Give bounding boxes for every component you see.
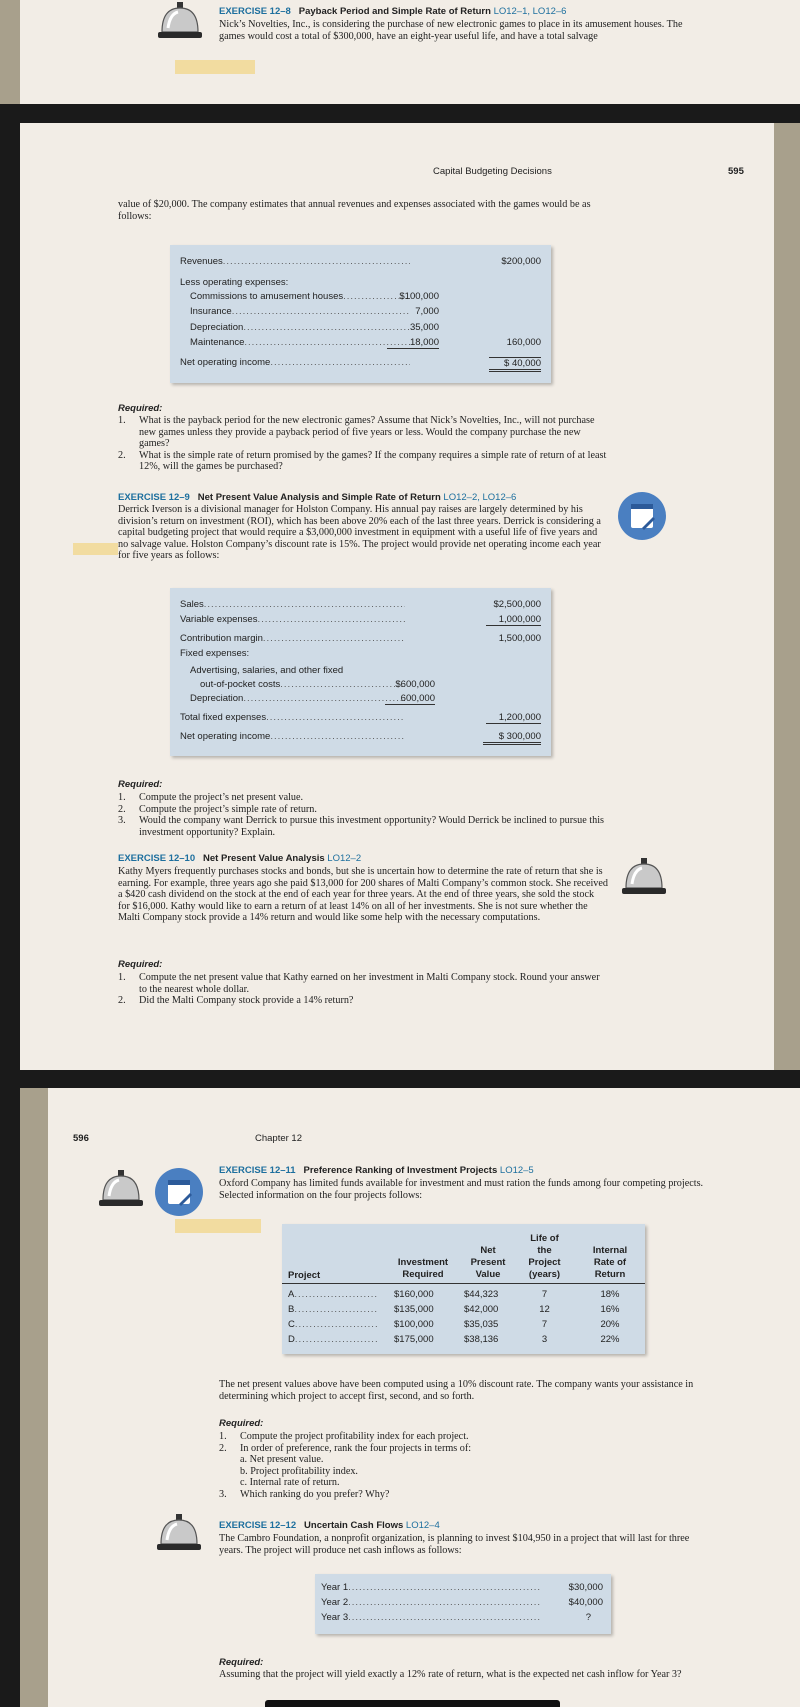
running-head: Capital Budgeting Decisions — [433, 166, 552, 177]
ex11-required-list — [219, 1431, 709, 1501]
item-text: In order of preference, rank the four projects in terms of: — [240, 1442, 472, 1454]
row-label: Net operating income ..... — [180, 731, 405, 742]
list-item: 3. Which ranking do you prefer? Why? — [219, 1488, 390, 1500]
cell-project: A ..... — [288, 1289, 378, 1300]
table-row — [315, 1597, 611, 1610]
row-value: $2,500,000 — [493, 599, 541, 610]
cell-investment: $135,000 — [394, 1304, 434, 1315]
item-text: What is the payback period for the new electronic games? Assume that Nick’s Novelties, Inc., will not purchase new games unless they provide a payback period of five years or less. Would the company purchase the new games? — [139, 415, 595, 450]
list-subitem: c. Internal rate of return. — [240, 1477, 340, 1489]
cell-life: 12 — [539, 1304, 550, 1315]
row-value: $ 300,000 — [483, 731, 541, 745]
item-text: Compute the project’s simple rate of return. — [139, 803, 317, 815]
ex9-lo: LO12–2, LO12–6 — [443, 492, 517, 503]
ex9-income-table — [170, 588, 551, 756]
row-label: Sales ..... — [180, 599, 405, 610]
column-header: Net Present Value — [470, 1245, 506, 1280]
cell-investment: $160,000 — [394, 1289, 434, 1300]
table-row — [170, 648, 551, 661]
notepad-icon — [155, 1168, 203, 1216]
row-value: 18,000 — [387, 337, 439, 349]
item-number: 2. — [118, 803, 126, 815]
table-row — [315, 1612, 611, 1625]
cell-investment: $175,000 — [394, 1334, 434, 1345]
row-value: 1,200,000 — [486, 712, 541, 724]
item-text: Did the Malti Company stock provide a 14% return? — [139, 995, 354, 1007]
page-number: 595 — [728, 166, 744, 177]
table-row — [315, 1582, 611, 1595]
table-row — [170, 256, 551, 269]
cell-irr: 16% — [600, 1304, 620, 1315]
row-value: $600,000 — [395, 679, 435, 690]
ex10-heading: Net Present Value Analysis — [203, 853, 325, 864]
item-number: 3. — [118, 815, 126, 827]
cell-irr: 18% — [600, 1289, 620, 1300]
cell-npv: $42,000 — [464, 1304, 499, 1315]
table-row — [170, 306, 551, 319]
item-text: Compute the net present value that Kathy earned on her investment in Malti Company stock. Round your answer to the nearest whole dollar. — [139, 972, 600, 995]
table-row — [170, 679, 551, 692]
ex11-intro: Oxford Company has limited funds available for investment and must ration the funds among four competing projects. Selected information on the four projects follows: — [219, 1178, 704, 1201]
ex9-intro: Derrick Iverson is a divisional manager for Holston Company. His annual pay raises are largely determined by his division’s return on investment (ROI), which has been above 20% each of the last three years. Derrick is considering a capital budgeting project that would require a $3,000,000 investment in equipment with a useful life of five years and no salvage value. Holston Company’s discount rate is 15%. The project would provide net operating income each year for five years as follows: — [118, 504, 601, 562]
ex10-number: EXERCISE 12–10 — [118, 853, 196, 864]
row-label: Year 2 ..... — [321, 1597, 541, 1608]
ex12-heading: Uncertain Cash Flows — [304, 1520, 404, 1531]
row-label: Fixed expenses: — [180, 648, 250, 659]
ex9-required-list — [118, 792, 608, 838]
row-label: Depreciation ..... — [190, 693, 405, 704]
row-label: Net operating income ..... — [180, 357, 410, 368]
highlight-mark — [175, 60, 255, 74]
row-label: Revenues ..... — [180, 256, 410, 267]
cell-life: 7 — [541, 1289, 548, 1300]
ex8-intro-continued: value of $20,000. The company estimates that annual revenues and expenses associated with the games would be as follows: — [118, 199, 591, 222]
list-item — [118, 792, 608, 804]
row-label: Year 3 ..... — [321, 1612, 541, 1623]
ex12-title — [219, 1520, 440, 1531]
table-row — [170, 322, 551, 335]
cell-npv: $38,136 — [464, 1334, 499, 1345]
bottom-overlay-bar — [265, 1700, 560, 1707]
table-row — [282, 1304, 645, 1317]
bell-icon — [156, 2, 204, 44]
row-label: Maintenance ..... — [190, 337, 410, 348]
item-number: 1. — [118, 415, 126, 426]
row-value: $200,000 — [501, 256, 541, 267]
row-label: out-of-pocket costs ..... — [200, 679, 405, 690]
ex11-lo: LO12–5 — [499, 1165, 534, 1176]
cell-irr: 20% — [600, 1319, 620, 1330]
cell-project: B ..... — [288, 1304, 378, 1315]
ex12-number: EXERCISE 12–12 — [219, 1520, 297, 1531]
ex8-title — [219, 6, 566, 17]
table-row — [170, 731, 551, 744]
row-label: Total fixed expenses ..... — [180, 712, 405, 723]
list-item — [118, 815, 608, 838]
highlight-mark — [73, 543, 118, 555]
ex10-required-heading: Required: — [118, 959, 163, 970]
table-row — [170, 337, 551, 350]
cell-investment: $100,000 — [394, 1319, 434, 1330]
list-item — [118, 415, 608, 450]
cell-irr: 22% — [600, 1334, 620, 1345]
row-value: $100,000 — [399, 291, 439, 302]
ex11-after: The net present values above have been computed using a 10% discount rate. The company wants your assistance in determining which project to accept first, second, and so forth. — [219, 1379, 694, 1402]
ex12-required-text: Assuming that the project will yield exactly a 12% rate of return, what is the expected net cash inflow for Year 3? — [219, 1669, 682, 1680]
cell-project: D ..... — [288, 1334, 378, 1345]
row-total: 160,000 — [506, 337, 541, 348]
row-label: Contribution margin ..... — [180, 633, 405, 644]
row-value: 1,500,000 — [498, 633, 541, 644]
bell-icon — [97, 1170, 145, 1212]
item-number: 1. — [118, 972, 126, 983]
ex11-required-heading: Required: — [219, 1418, 264, 1429]
cell-life: 7 — [541, 1319, 548, 1330]
row-value: $ 40,000 — [489, 357, 541, 372]
ex11-number: EXERCISE 12–11 — [219, 1165, 296, 1176]
row-label: Year 1 ..... — [321, 1582, 541, 1593]
table-row — [282, 1334, 645, 1347]
list-item: 1. Compute the project profitability index for each project. — [219, 1431, 469, 1442]
list-item — [118, 972, 608, 995]
row-label: Less operating expenses: — [180, 277, 289, 288]
table-row — [170, 614, 551, 627]
item-number: 2. — [118, 995, 126, 1007]
ex8-number: EXERCISE 12–8 — [219, 6, 291, 17]
row-value: 7,000 — [415, 306, 439, 317]
notepad-icon — [618, 492, 666, 540]
ex12-intro: The Cambro Foundation, a nonprofit organization, is planning to invest $104,950 in a project that will last for three years. The project will produce net cash inflows as follows: — [219, 1533, 690, 1556]
item-number: 1. — [118, 792, 126, 803]
row-label: Advertising, salaries, and other fixed — [190, 665, 344, 676]
table-row — [282, 1289, 645, 1302]
list-item — [118, 995, 608, 1007]
list-item — [118, 804, 608, 816]
row-value: 600,000 — [385, 693, 435, 705]
cell-npv: $44,323 — [464, 1289, 499, 1300]
cell-npv: $35,035 — [464, 1319, 499, 1330]
item-text: Compute the project profitability index for each project. — [240, 1431, 469, 1442]
ex11-title — [219, 1165, 534, 1176]
running-head: Chapter 12 — [255, 1133, 303, 1144]
ex10-intro: Kathy Myers frequently purchases stocks and bonds, but she is uncertain how to determine the rate of return that she is earning. For example, three years ago she paid $13,000 for 200 shares of Malti Company’s common stock. She received a $420 cash dividend on the stock at the end of each year for three years. At the end of three years, she sold the stock for $16,000. Kathy would like to earn a return of at least 14% on all of her investments. She is not sure whether the Malti Company stock provide a 14% return and would like some help with the necessary computations. — [118, 866, 609, 924]
ex9-title — [118, 492, 516, 503]
table-row — [170, 599, 551, 612]
column-header: Investment Required — [397, 1257, 449, 1280]
item-text: Which ranking do you prefer? Why? — [240, 1488, 390, 1500]
row-label: Commissions to amusement houses ..... — [190, 291, 410, 302]
ex12-required-heading: Required: — [219, 1657, 264, 1668]
item-text: Compute the project’s net present value. — [139, 792, 304, 803]
ex8-required-heading: Required: — [118, 403, 163, 414]
ex9-heading: Net Present Value Analysis and Simple Rate of Return — [197, 492, 441, 503]
row-label: Variable expenses ..... — [180, 614, 405, 625]
item-text: Would the company want Derrick to pursue this investment opportunity? Would Derrick be inclined to pursue this investment opportunity? Explain. — [139, 815, 605, 838]
column-header: Internal Rate of Return — [592, 1245, 628, 1280]
row-value: 1,000,000 — [486, 614, 541, 626]
table-row — [170, 277, 551, 290]
list-subitem: b. Project profitability index. — [240, 1465, 358, 1477]
row-label: Depreciation ..... — [190, 322, 410, 333]
table-row — [170, 693, 551, 706]
table-row — [282, 1319, 645, 1332]
list-item — [118, 450, 608, 473]
ex8-income-table — [170, 245, 551, 383]
column-header: Project — [288, 1270, 321, 1281]
ex12-lo: LO12–4 — [405, 1520, 440, 1531]
ex10-required-list — [118, 972, 608, 1007]
cell-life: 3 — [541, 1334, 548, 1345]
ex11-heading: Preference Ranking of Investment Projects — [303, 1165, 498, 1176]
ex8-required-list — [118, 415, 608, 473]
highlight-mark — [175, 1219, 261, 1233]
page-number: 596 — [73, 1133, 89, 1144]
column-header: Life of the Project (years) — [528, 1233, 561, 1280]
ex9-number: EXERCISE 12–9 — [118, 492, 190, 503]
list-subitem: a. Net present value. — [240, 1454, 324, 1466]
ex10-title — [118, 853, 361, 864]
table-header — [282, 1224, 645, 1284]
bell-icon — [155, 1514, 203, 1556]
row-value: $40,000 — [568, 1597, 603, 1608]
row-value: 35,000 — [409, 322, 439, 333]
table-row — [170, 712, 551, 725]
row-value: $30,000 — [568, 1582, 603, 1593]
page-edge-left — [20, 1088, 48, 1707]
ex8-intro: Nick’s Novelties, Inc., is considering the purchase of new electronic games to place in its amusement houses. The games would cost a total of $300,000, have an eight-year useful life, and have a total salvage — [219, 19, 683, 42]
table-row — [170, 357, 551, 370]
list-item: 2. In order of preference, rank the four projects in terms of: — [219, 1442, 472, 1454]
table-row — [170, 633, 551, 646]
table-row — [170, 665, 551, 678]
cell-project: C ..... — [288, 1319, 378, 1330]
row-value: ? — [585, 1612, 591, 1623]
ex9-required-heading: Required: — [118, 779, 163, 790]
table-row — [170, 291, 551, 304]
ex11-projects-table — [282, 1224, 645, 1354]
ex8-heading: Payback Period and Simple Rate of Return — [298, 6, 491, 17]
row-label: Insurance ..... — [190, 306, 410, 317]
item-text: What is the simple rate of return promised by the games? If the company requires a simple rate of return of at least 12%, will the games be purchased? — [139, 449, 607, 473]
page-edge-right — [774, 123, 800, 1070]
bell-icon — [620, 858, 668, 900]
ex12-cash-table — [315, 1574, 611, 1634]
item-number: 2. — [118, 449, 126, 461]
ex10-lo: LO12–2 — [327, 853, 362, 864]
page-edge — [0, 0, 20, 104]
ex8-lo: LO12–1, LO12–6 — [493, 6, 567, 17]
